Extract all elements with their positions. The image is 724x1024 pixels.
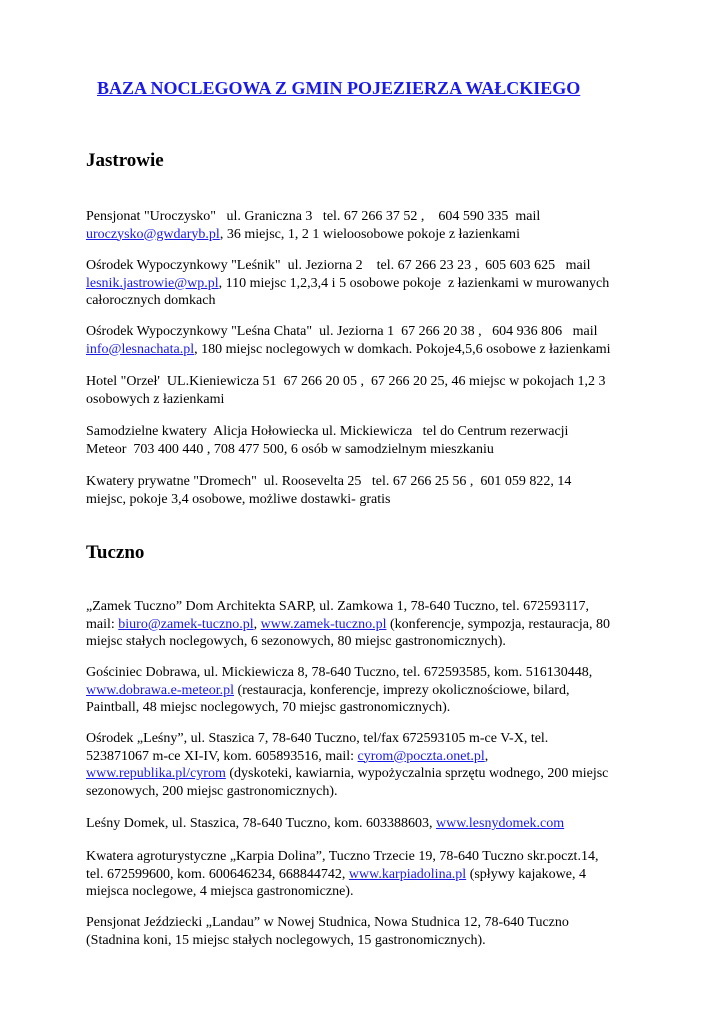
entry-text: Ośrodek „Leśny”, ul. Staszica 7, 78-640 Tuczno, tel/fax 672593105 m-ce V-X, tel. [86,731,549,746]
accommodation-entry [86,598,646,651]
entry-text: Gościniec Dobrawa, ul. Mickiewicza 8, 78-640 Tuczno, tel. 672593585, kom. 516130448, [86,665,593,680]
entry-line [86,275,646,293]
contact-link[interactable]: www.lesnydomek.com [435,816,565,831]
entry-text: Ośrodek Wypoczynkowy "Leśnik" ul. Jeziorna 2 tel. 67 266 23 23 , 605 603 625 mail [86,258,591,273]
entry-line [86,257,646,275]
entry-line [86,765,646,783]
entry-text: tel. 672599600, kom. 600646234, 668844742, [86,866,349,882]
entry-text: sezonowych, 200 miejsc gastronomicznych). [86,783,338,799]
entry-line [86,815,646,833]
entry-line [86,932,646,950]
entry-text: mail: [86,616,119,632]
accommodation-entry [86,373,646,408]
contact-link[interactable]: www.dobrawa.e-meteor.pl [86,682,234,698]
entry-text: miejsc stałych noclegowych, 6 sezonowych, 80 miejsc gastronomicznych). [86,634,506,649]
entry-line [86,748,646,766]
accommodation-entry [86,257,646,310]
contact-link[interactable]: info@lesnachata.pl [86,341,195,357]
entry-text: Hotel "Orzeł' UL.Kieniewicza 51 67 266 20 05 , 67 266 20 25, 46 miejsc w pokojach 1,2 3 [86,374,606,389]
accommodation-entry [86,323,646,358]
entry-text: , 36 miejsc, 1, 2 1 wieloosobowe pokoje z łazienkami [219,226,520,242]
entry-line [86,441,646,459]
accommodation-entry [86,473,646,508]
accommodation-entry [86,208,646,243]
entry-line [86,341,646,359]
section-heading: Tuczno [86,542,145,563]
contact-link[interactable]: www.republika.pl/cyrom [86,766,226,781]
entry-line [86,292,646,310]
contact-link[interactable]: cyrom@poczta.onet.pl [357,748,485,764]
entry-text: Kwatera agroturystyczne „Karpia Dolina”, Tuczno Trzecie 19, 78-640 Tuczno skr.poczt.14, [86,849,599,864]
contact-link[interactable]: uroczysko@gwdaryb.pl [86,226,220,242]
accommodation-entry [86,730,646,800]
entry-line [86,226,646,244]
entry-text: , 180 miejsc noclegowych w domkach. Pokoje4,5,6 osobowe z łazienkami [194,341,611,357]
entry-text: (spływy kajakowe, 4 [466,866,586,882]
entry-line [86,491,646,509]
accommodation-entry [86,664,646,717]
entry-line [86,682,646,700]
entry-line [86,423,646,441]
entry-line [86,473,646,491]
entry-text: Pensjonat "Uroczysko" ul. Graniczna 3 tel. 67 266 37 52 , 604 590 335 mail [86,209,541,224]
contact-link[interactable]: www.zamek-tuczno.pl [260,616,387,632]
entry-line [86,598,646,616]
entry-line [86,323,646,341]
entry-text: całorocznych domkach [86,293,216,308]
entry-line [86,866,646,884]
entry-text: (dyskoteki, kawiarnia, wypożyczalnia sprzętu wodnego, 200 miejsc [225,766,609,781]
entry-line [86,848,646,866]
contact-link[interactable]: lesnik.jastrowie@wp.pl [86,275,219,291]
entry-line [86,730,646,748]
section-heading: Jastrowie [86,150,164,171]
entry-text: Pensjonat Jeździecki „Landau” w Nowej Studnica, Nowa Studnica 12, 78-640 Tuczno [86,915,569,930]
contact-link[interactable]: www.karpiadolina.pl [348,866,467,882]
entry-line [86,633,646,651]
entry-text: Paintball, 48 miejsc noclegowych, 70 miejsc gastronomicznych). [86,700,451,715]
entry-text: „Zamek Tuczno” Dom Architekta SARP, ul. Zamkowa 1, 78-640 Tuczno, tel. 672593117, [86,599,590,614]
entry-text: Ośrodek Wypoczynkowy "Leśna Chata" ul. Jeziorna 1 67 266 20 38 , 604 936 806 mail [86,324,598,339]
accommodation-entry [86,848,646,901]
entry-line [86,391,646,409]
entry-text: (Stadnina koni, 15 miejsc stałych noclegowych, 15 gastronomicznych). [86,932,486,948]
entry-text: Leśny Domek, ul. Staszica, 78-640 Tuczno, kom. 603388603, [86,816,436,831]
entry-text: Kwatery prywatne "Dromech" ul. Roosevelta 25 tel. 67 266 25 56 , 601 059 822, 14 [86,474,572,489]
entry-text: Meteor 703 400 440 , 708 477 500, 6 osób w samodzielnym mieszkaniu [86,441,494,457]
entry-text: miejsc, pokoje 3,4 osobowe, możliwe dostawki- gratis [86,491,391,507]
accommodation-entry [86,423,646,458]
entry-text: (restauracja, konferencje, imprezy okolicznościowe, bilard, [233,682,570,698]
entry-text: Samodzielne kwatery Alicja Hołowiecka ul. Mickiewicza tel do Centrum rezerwacji [86,424,569,439]
entry-line [86,914,646,932]
entry-line [86,664,646,682]
accommodation-entry [86,815,646,833]
page-title: BAZA NOCLEGOWA Z GMIN POJEZIERZA WAŁCKIEGO [97,78,581,98]
entry-line [86,373,646,391]
entry-text: (konferencje, sympozja, restauracja, 80 [386,616,610,632]
contact-link[interactable]: biuro@zamek-tuczno.pl [118,616,254,632]
accommodation-entry [86,914,646,949]
entry-line [86,616,646,634]
entry-text: , 110 miejsc 1,2,3,4 i 5 osobowe pokoje z łazienkami w murowanych [218,275,610,291]
entry-line [86,208,646,226]
entry-text: miejsca noclegowe, 4 miejsca gastronomiczne). [86,884,354,899]
entry-line [86,699,646,717]
entry-text: 523871067 m-ce XI-IV, kom. 605893516, mail: [86,748,358,764]
entry-line [86,883,646,901]
entry-text: osobowych z łazienkami [86,391,225,407]
entry-text: , [484,748,489,764]
entry-text: , [253,616,261,632]
entry-line [86,783,646,801]
